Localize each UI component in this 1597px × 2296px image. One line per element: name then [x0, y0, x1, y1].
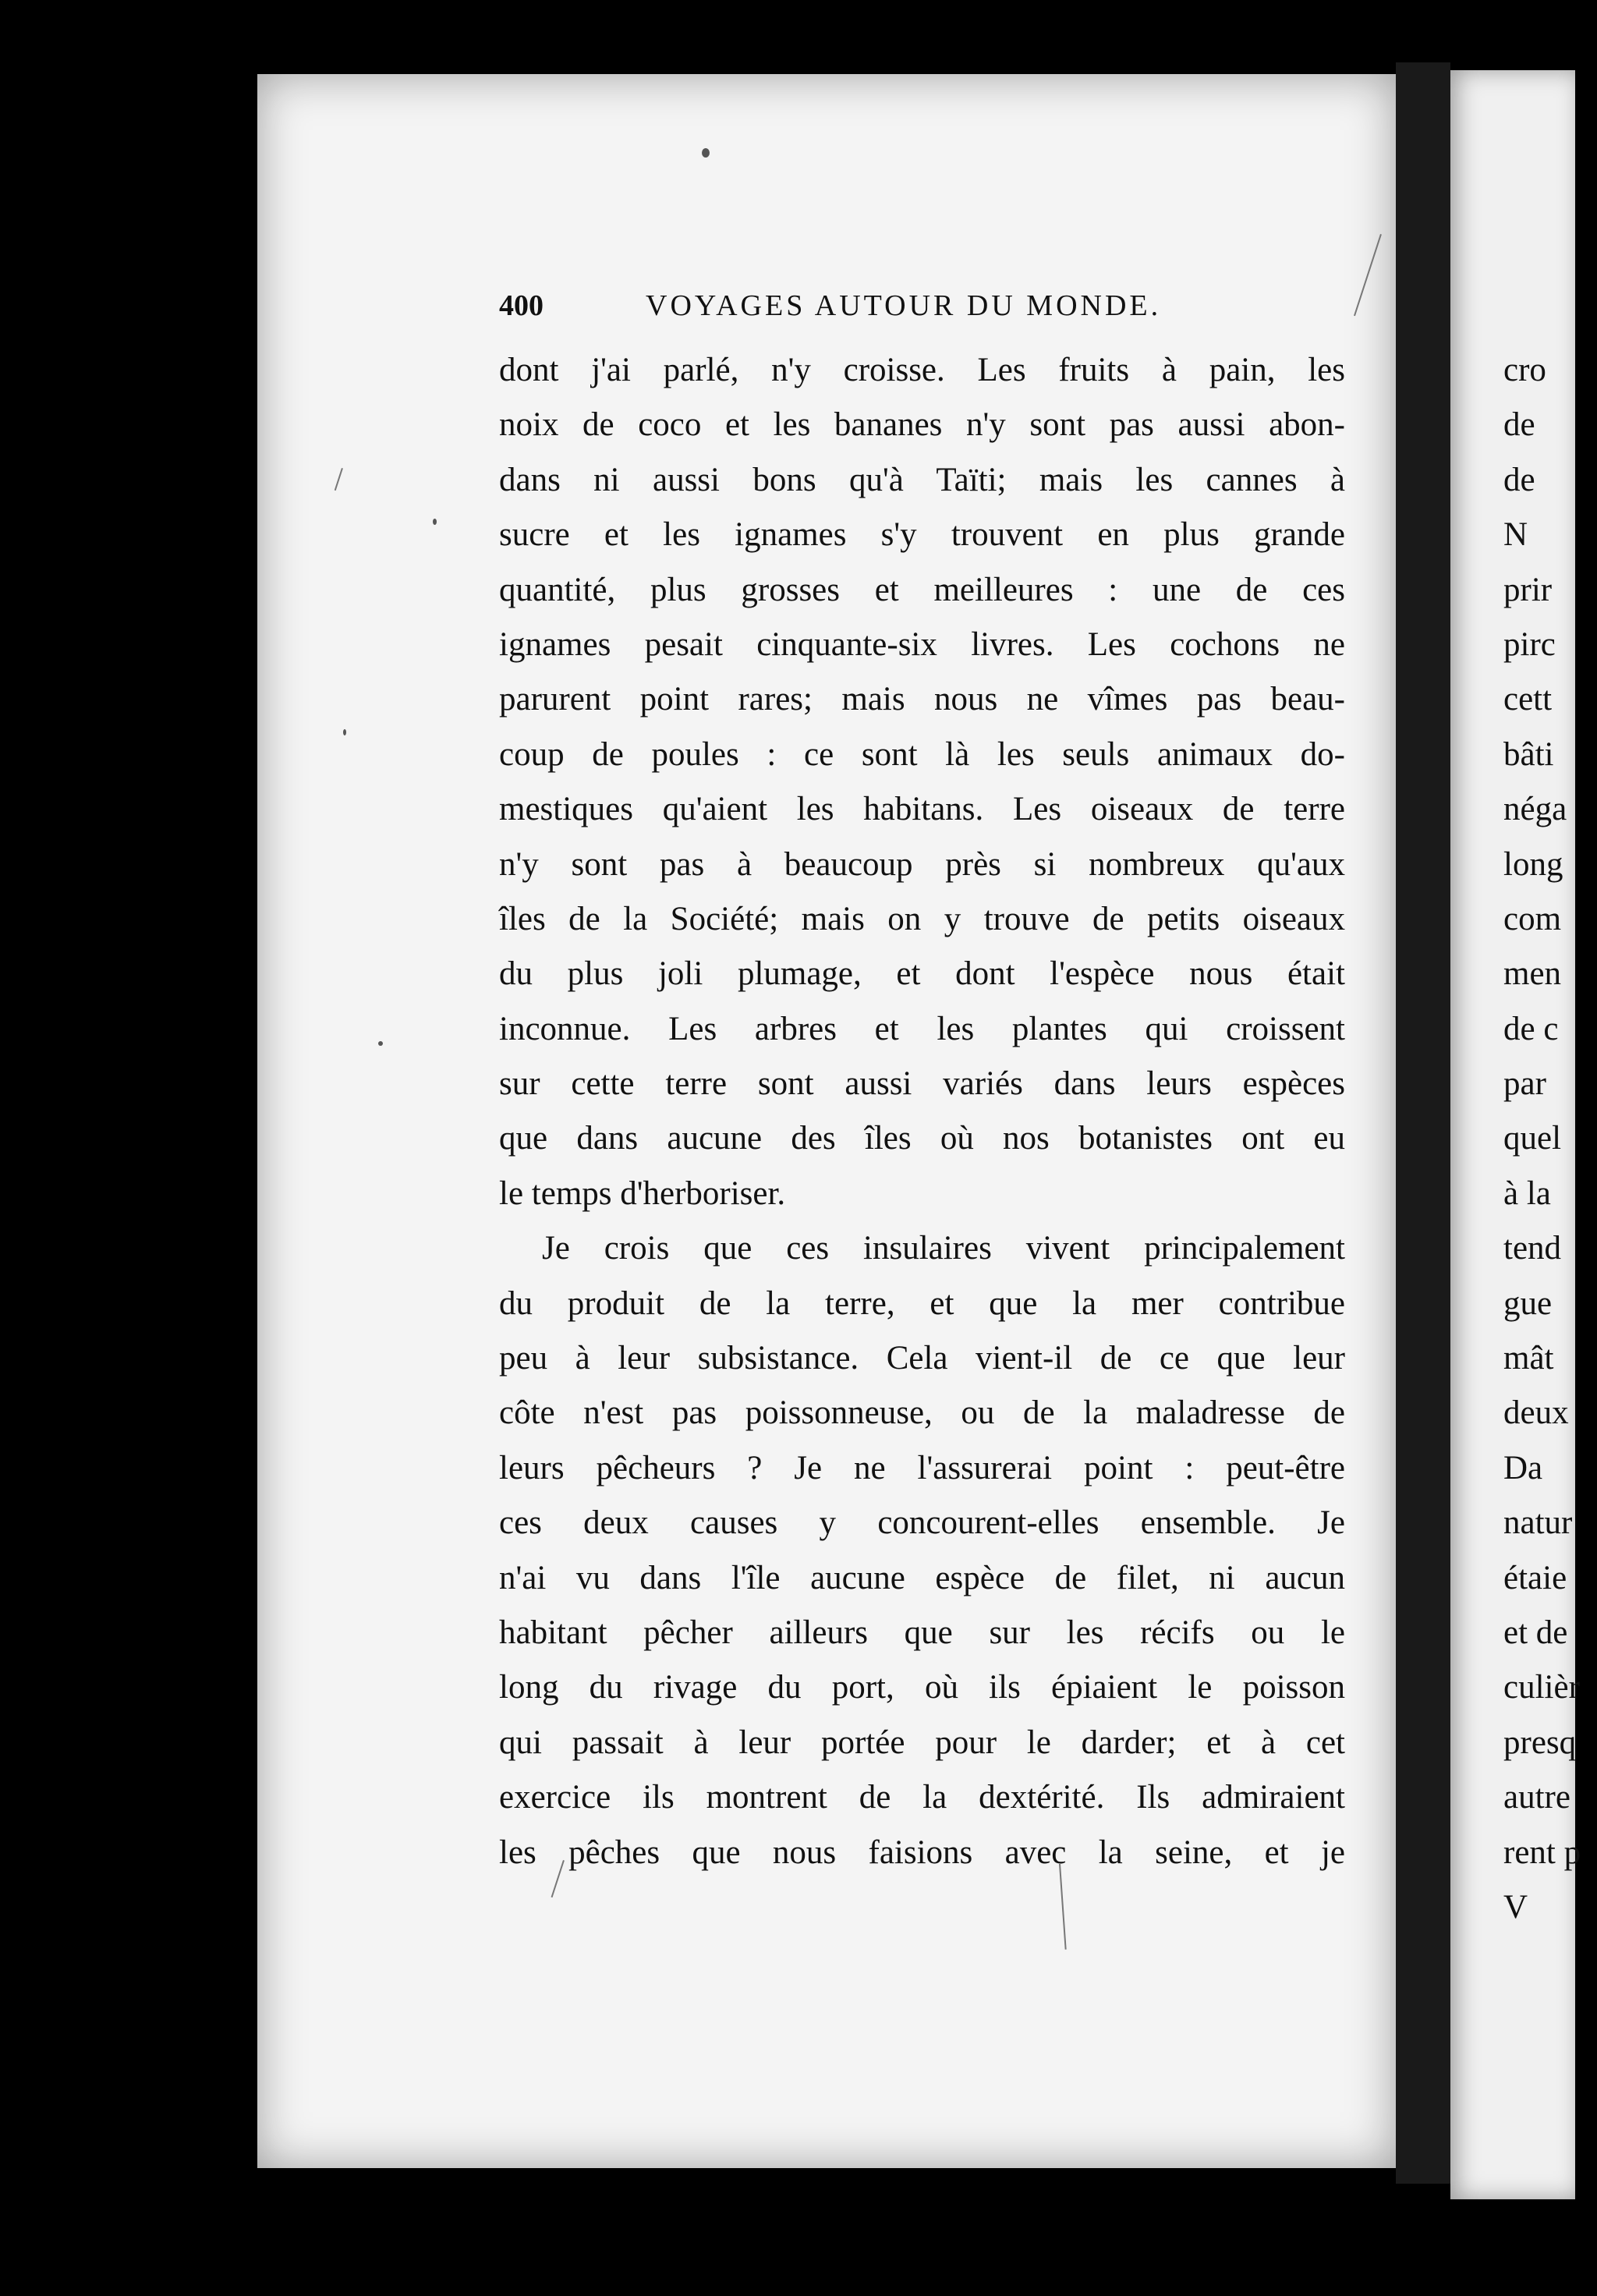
scan-speck — [433, 519, 437, 525]
facing-line: tend — [1503, 1230, 1562, 1267]
facing-line: à la — [1503, 1175, 1551, 1212]
text-line: sucre et les ignames s'y trouvent en plus grande — [499, 516, 1345, 554]
facing-line: natur — [1503, 1504, 1573, 1542]
text-line: du produit de la terre, et que la mer contribue — [499, 1284, 1345, 1322]
text-line: dont j'ai parlé, n'y croisse. Les fruits à pain, les — [499, 352, 1345, 388]
scan-speck — [343, 729, 346, 735]
text-line: le temps d'herboriser. — [499, 1175, 786, 1212]
running-title: VOYAGES AUTOUR DU MONDE. — [646, 289, 1162, 322]
scan-speck — [702, 148, 710, 158]
text-line: mestiques qu'aient les habitans. Les oiseaux de terre — [499, 791, 1345, 828]
facing-line: autre — [1503, 1779, 1570, 1816]
text-line: dans ni aussi bons qu'à Taïti; mais les cannes à — [499, 461, 1345, 498]
facing-line: long — [1503, 845, 1563, 883]
facing-line: N — [1503, 516, 1528, 554]
text-line: inconnue. Les arbres et les plantes qui croissent — [499, 1010, 1345, 1047]
text-line: n'y sont pas à beaucoup près si nombreux qu'aux — [499, 845, 1345, 883]
facing-line: rent p — [1503, 1834, 1581, 1871]
text-line: quantité, plus grosses et meilleures : une de ces — [499, 571, 1345, 608]
facing-line: de — [1503, 406, 1535, 444]
text-line: noix de coco et les bananes n'y sont pas aussi abon- — [499, 406, 1345, 444]
facing-line: par — [1503, 1065, 1546, 1103]
scan-speck — [378, 1041, 383, 1046]
facing-line: V — [1503, 1888, 1528, 1926]
facing-line: quel — [1503, 1120, 1562, 1157]
facing-line: cett — [1503, 681, 1553, 718]
running-head — [499, 289, 1372, 328]
facing-line: mât — [1503, 1340, 1554, 1377]
facing-line: men — [1503, 955, 1562, 993]
text-line: peu à leur subsistance. Cela vient-il de ce que leur — [499, 1340, 1345, 1377]
text-line: îles de la Société; mais on y trouve de petits oiseaux — [499, 900, 1345, 937]
text-line: Je crois que ces insulaires vivent principalement — [542, 1230, 1345, 1267]
page-gutter — [1396, 62, 1450, 2184]
facing-line: bâti — [1503, 735, 1554, 773]
text-line: du plus joli plumage, et dont l'espèce nous était — [499, 955, 1345, 993]
facing-line: néga — [1503, 791, 1567, 828]
text-line: exercice ils montrent de la dextérité. Ils admiraient — [499, 1779, 1345, 1816]
text-line: coup de poules : ce sont là les seuls animaux do- — [499, 735, 1345, 773]
text-line: sur cette terre sont aussi variés dans leurs espèces — [499, 1065, 1345, 1103]
text-line: qui passait à leur portée pour le darder; et à cet — [499, 1724, 1345, 1761]
text-line: côte n'est pas poissonneuse, ou de la maladresse de — [499, 1394, 1345, 1432]
facing-line: culièr — [1503, 1669, 1580, 1706]
text-line: leurs pêcheurs ? Je ne l'assurerai point : peut-être — [499, 1449, 1345, 1486]
facing-line: étaie — [1503, 1559, 1567, 1596]
text-line: parurent point rares; mais nous ne vîmes pas beau- — [499, 681, 1345, 718]
facing-line: prir — [1503, 571, 1553, 608]
facing-line: de c — [1503, 1010, 1559, 1047]
text-line: n'ai vu dans l'île aucune espèce de filet, ni aucun — [499, 1559, 1345, 1596]
text-line: que dans aucune des îles où nos botanistes ont eu — [499, 1120, 1345, 1157]
facing-line: Da — [1503, 1449, 1543, 1486]
facing-line: pirc — [1503, 625, 1556, 663]
facing-line: com — [1503, 900, 1562, 937]
facing-line: deux — [1503, 1394, 1569, 1432]
facing-line: presq — [1503, 1724, 1577, 1761]
facing-line: et de — [1503, 1614, 1568, 1651]
body-text — [499, 343, 1345, 1880]
text-line: long du rivage du port, où ils épiaient le poisson — [499, 1669, 1345, 1706]
facing-line: cro — [1503, 352, 1546, 388]
facing-line: gue — [1503, 1284, 1553, 1322]
page-number: 400 — [499, 289, 544, 322]
text-line: ignames pesait cinquante-six livres. Les cochons ne — [499, 625, 1345, 663]
text-line: ces deux causes y concourent-elles ensemble. Je — [499, 1504, 1345, 1542]
facing-line: de — [1503, 461, 1535, 498]
facing-page-text — [1503, 343, 1597, 1935]
text-line: habitant pêcher ailleurs que sur les récifs ou le — [499, 1614, 1345, 1651]
text-line: les pêches que nous faisions avec la seine, et je — [499, 1834, 1345, 1871]
